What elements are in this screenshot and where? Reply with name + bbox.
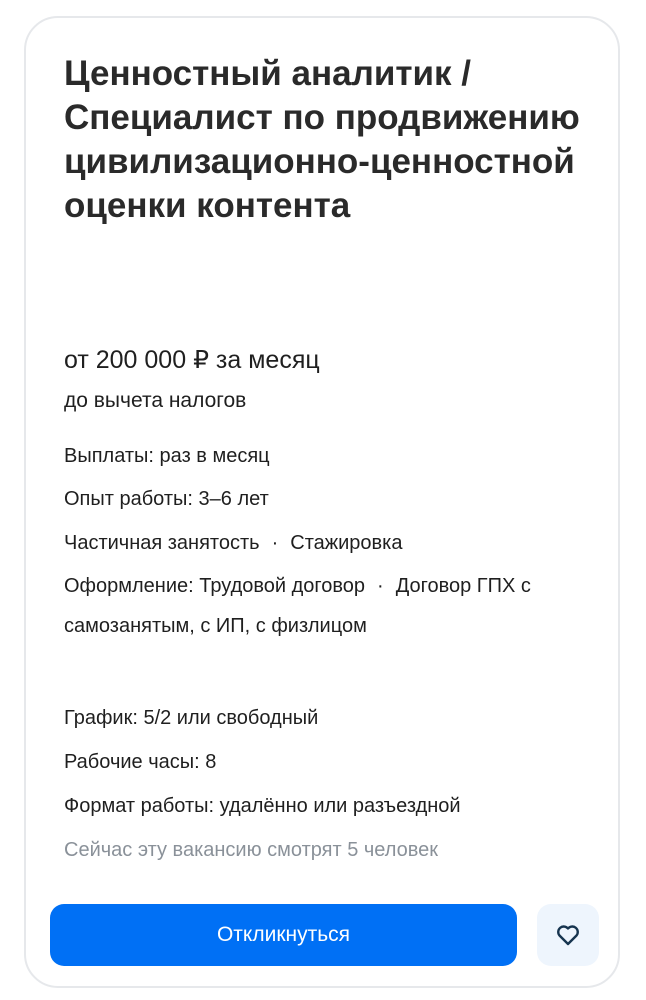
contract-types: Оформление: Трудовой договор · Договор ГПХ с самозанятым, с ИП, с физлицом xyxy=(64,575,531,637)
work-format: Формат работы: удалённо или разъездной xyxy=(64,795,461,817)
vacancy-card xyxy=(24,16,620,988)
employment-type: Стажировка xyxy=(290,532,403,554)
vacancy-title: Ценностный аналитик / Специалист по продвижению цивилизационно-ценностной оценки контента xyxy=(64,54,580,225)
viewers-count: Сейчас эту вакансию смотрят 5 человек xyxy=(64,839,439,861)
payments: Выплаты: раз в месяц xyxy=(64,445,270,467)
tax-note: до вычета налогов xyxy=(64,389,247,412)
heart-icon xyxy=(556,924,580,946)
salary: от 200 000 ₽ за месяц xyxy=(64,346,320,374)
favorite-button[interactable] xyxy=(537,904,599,966)
contract-main: Оформление: Трудовой договор xyxy=(64,575,366,597)
experience: Опыт работы: 3–6 лет xyxy=(64,488,269,510)
apply-button[interactable]: Откликнуться xyxy=(50,904,517,966)
employment-type: Частичная занятость xyxy=(64,532,260,554)
employment-types: Частичная занятость · Стажировка xyxy=(64,532,403,554)
schedule: График: 5/2 или свободный xyxy=(64,707,319,729)
contract-other: Договор ГПХ с самозанятым, с ИП, с физлицом xyxy=(64,575,531,637)
working-hours: Рабочие часы: 8 xyxy=(64,751,217,773)
